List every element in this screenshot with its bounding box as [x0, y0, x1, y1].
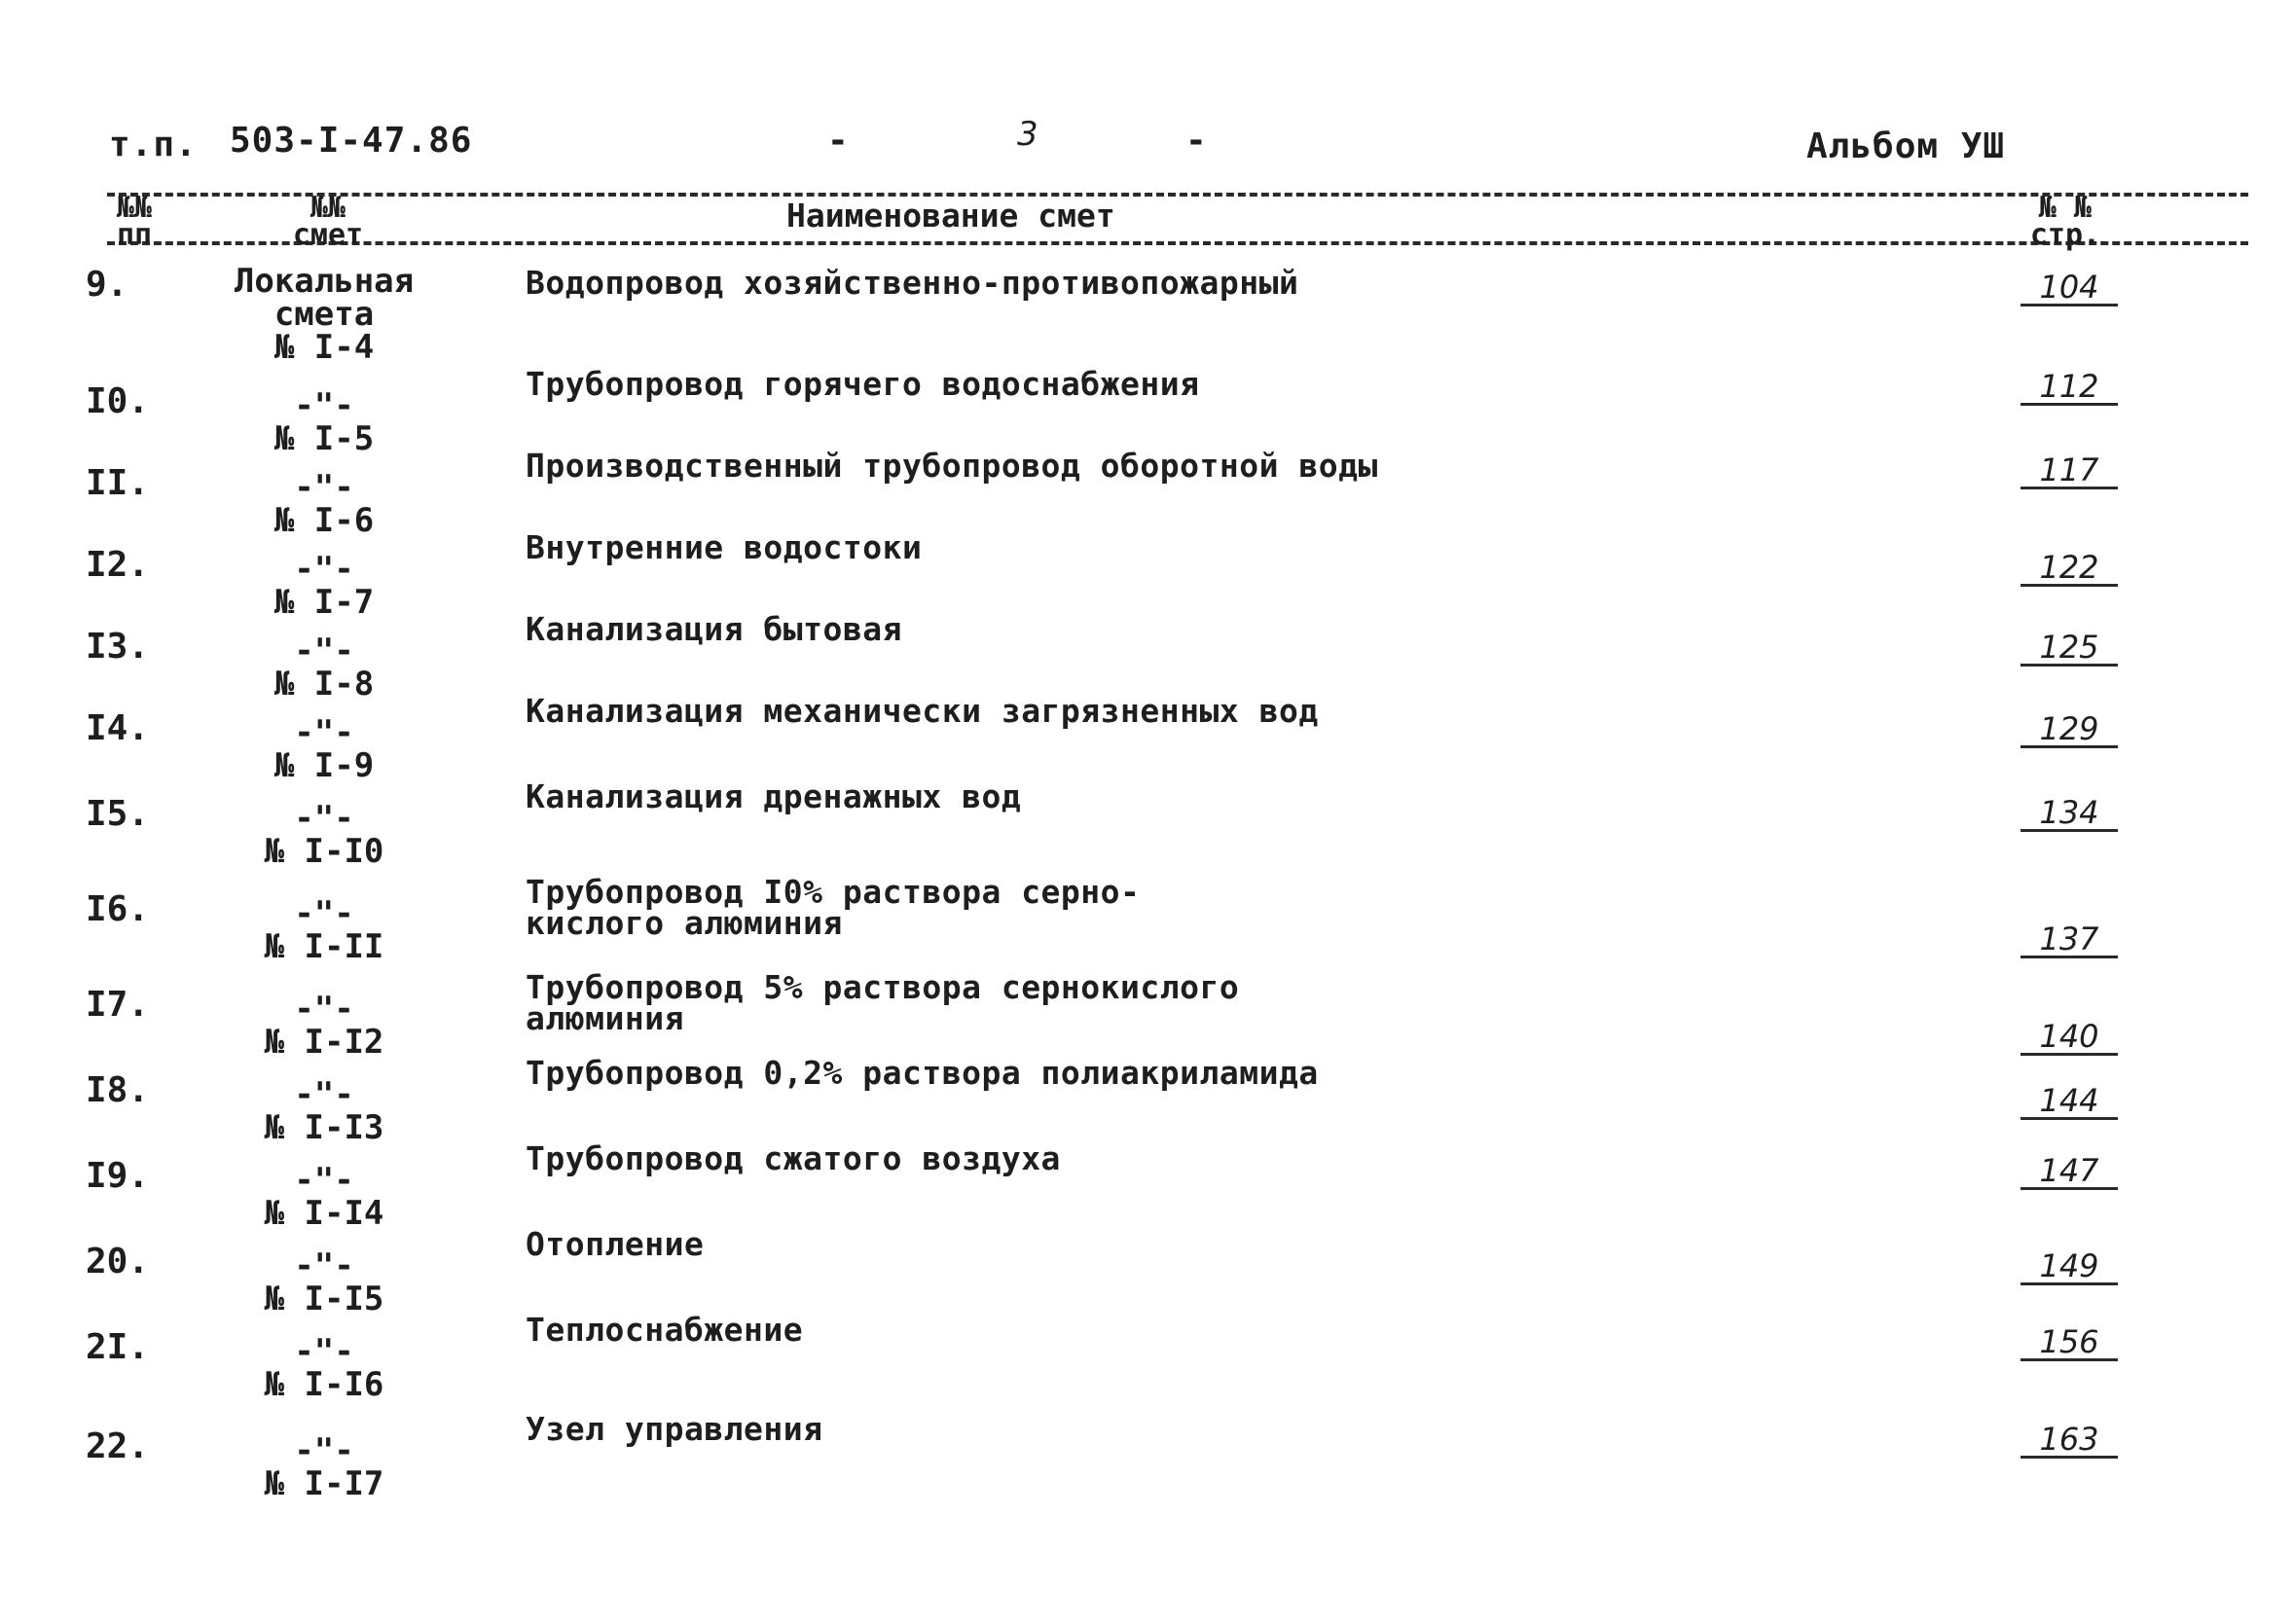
estimate-code-line2: № I-5: [273, 419, 375, 458]
estimate-name-line1: Трубопровод 0,2% раствора полиакриламида: [526, 1054, 1319, 1092]
estimate-code-line1: -"-: [294, 550, 354, 589]
row-number: I5.: [86, 794, 150, 834]
page-reference: 140: [2021, 1020, 2118, 1056]
estimate-name-line1: Канализация дренажных вод: [526, 777, 1022, 815]
estimate-code-line2: № I-I7: [264, 1464, 384, 1503]
estimate-name-line1: Канализация механически загрязненных вод: [526, 692, 1319, 730]
row-number: 9.: [86, 265, 128, 305]
page-reference: 122: [2021, 551, 2118, 587]
col-code-header-line2: смет: [292, 218, 364, 252]
estimate-code-line3: № I-4: [273, 328, 375, 367]
estimate-name-line1: Трубопровод I0% раствора серно-: [526, 873, 1141, 911]
estimate-code-line1: -"-: [294, 632, 354, 670]
row-number: 22.: [86, 1426, 150, 1466]
row-number: I4.: [86, 708, 150, 748]
estimate-code-line2: № I-6: [273, 501, 375, 540]
col-page-header-line1: № №: [2038, 191, 2093, 225]
page-reference: 134: [2021, 796, 2118, 832]
estimate-code-line1: -"-: [294, 799, 354, 838]
col-code-header: [284, 191, 372, 252]
estimate-name-line1: Трубопровод 5% раствора сернокислого: [526, 968, 1240, 1006]
page-reference: 137: [2021, 922, 2118, 958]
page-reference: 156: [2021, 1325, 2118, 1361]
estimate-code-line1: -"-: [294, 1431, 354, 1470]
estimate-name-line1: Отопление: [526, 1225, 705, 1263]
estimate-name-line1: Водопровод хозяйственно-противопожарный: [526, 264, 1299, 302]
col-page-header-line2: стр.: [2029, 218, 2101, 252]
estimate-code-line2: № I-II: [264, 927, 384, 966]
row-number: I3.: [86, 627, 150, 667]
row-number: I0.: [86, 381, 150, 421]
estimate-code-line2: № I-I4: [264, 1194, 384, 1233]
estimate-name-line1: Внутренние водостоки: [526, 528, 923, 566]
album-label: Альбом УШ: [1806, 126, 2006, 166]
estimate-code-line1: -"-: [294, 713, 354, 752]
estimate-name-line1: Производственный трубопровод оборотной воды: [526, 447, 1378, 485]
estimate-code-line1: -"-: [294, 1161, 354, 1200]
header-prefix: т.п.: [109, 125, 198, 164]
estimate-code-line1: -"-: [294, 468, 354, 507]
row-number: 20.: [86, 1242, 150, 1281]
estimate-code-line2: № I-I3: [264, 1108, 384, 1147]
header-rule-top: [107, 193, 2248, 197]
row-number: I9.: [86, 1156, 150, 1196]
row-number: 2I.: [86, 1327, 150, 1367]
estimate-code-line2: № I-I2: [264, 1023, 384, 1062]
col-num-header: [109, 191, 160, 252]
page-mark-left: -: [827, 121, 850, 161]
page-reference: 125: [2021, 631, 2118, 667]
estimate-code-line2: смета: [273, 295, 375, 334]
col-page-header: [2026, 191, 2104, 252]
col-num-header-line2: пп: [116, 218, 153, 252]
page-reference: 147: [2021, 1154, 2118, 1190]
project-code: 503-I-47.86: [230, 121, 473, 161]
estimate-code-line1: -"-: [294, 894, 354, 933]
col-num-header-line1: №№: [116, 191, 153, 225]
estimate-code-line2: № I-7: [273, 583, 375, 622]
estimate-name-line2: кислого алюминия: [526, 904, 843, 942]
page-reference: 149: [2021, 1249, 2118, 1285]
page-reference: 112: [2021, 370, 2118, 406]
estimate-name-line1: Теплоснабжение: [526, 1311, 804, 1349]
estimate-code-line2: № I-I5: [264, 1280, 384, 1318]
estimate-code-line1: -"-: [294, 1246, 354, 1285]
header-rule-bottom: [107, 241, 2248, 245]
estimate-code-line1: -"-: [294, 1332, 354, 1371]
row-number: II.: [86, 463, 150, 503]
estimate-code-line1: Локальная: [234, 262, 415, 301]
estimate-code-line2: № I-8: [273, 665, 375, 704]
estimate-code-line2: № I-I0: [264, 832, 384, 871]
estimate-code-line1: -"-: [294, 386, 354, 425]
estimate-code-line2: № I-I6: [264, 1365, 384, 1404]
page-reference: 104: [2021, 271, 2118, 307]
estimate-name-line1: Трубопровод горячего водоснабжения: [526, 365, 1200, 403]
estimate-code-line1: -"-: [294, 1075, 354, 1114]
row-number: I6.: [86, 889, 150, 929]
estimate-code-line1: -"-: [294, 990, 354, 1029]
col-code-header-line1: №№: [310, 191, 346, 225]
row-number: I7.: [86, 985, 150, 1025]
estimate-name-line1: Узел управления: [526, 1410, 823, 1448]
row-number: I8.: [86, 1070, 150, 1110]
estimate-name-line2: алюминия: [526, 999, 684, 1037]
estimate-name-line1: Канализация бытовая: [526, 610, 902, 648]
page-mark-right: -: [1185, 121, 1208, 161]
page-reference: 144: [2021, 1084, 2118, 1120]
estimate-name-line1: Трубопровод сжатого воздуха: [526, 1139, 1061, 1177]
page-reference: 117: [2021, 453, 2118, 489]
row-number: I2.: [86, 545, 150, 585]
page-reference: 163: [2021, 1423, 2118, 1459]
page-number: 3: [1017, 115, 1038, 154]
col-name-header: Наименование смет: [786, 197, 1115, 235]
estimate-code-line2: № I-9: [273, 746, 375, 785]
page-reference: 129: [2021, 712, 2118, 748]
